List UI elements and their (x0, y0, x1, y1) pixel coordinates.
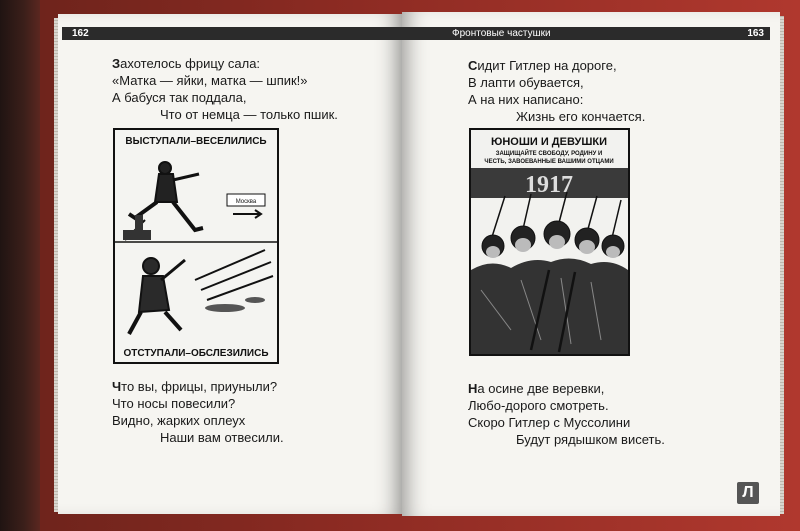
stanza-line: Что от немца — только пшик. (160, 107, 338, 122)
stanza-line: Что носы повесили? (112, 396, 236, 411)
table-shadow (0, 0, 40, 531)
left-poster (113, 128, 279, 364)
poster-top-caption: ВЫСТУПАЛИ–ВЕСЕЛИЛИСЬ (125, 136, 267, 147)
drop-letter: Ч (112, 379, 122, 394)
page-number-right: 163 (747, 28, 764, 39)
stanza-line: «Матка — яйки, матка — шпик!» (112, 73, 308, 88)
left-stanza-1 (112, 55, 338, 123)
drop-letter: З (112, 56, 121, 71)
poster-subline-1: ЗАЩИЩАЙТЕ СВОБОДУ, РОДИНУ И (495, 151, 603, 157)
running-title: Фронтовые частушки (452, 28, 551, 39)
watermark-logo: Л (737, 482, 759, 504)
stanza-line: Захотелось фрицу сала: (112, 56, 261, 71)
stanza-line: Любо-дорого смотреть. (468, 398, 609, 413)
left-page-header (62, 27, 402, 40)
poster-bottom-caption: ОТСТУПАЛИ–ОБСЛЕЗИЛИСЬ (123, 348, 269, 359)
poster-year: 1917 (525, 172, 573, 198)
stanza-line: Что вы, фрицы, приуныли? (112, 379, 278, 394)
stanza-line: Видно, жарких оплеух (112, 413, 246, 428)
right-page-header (402, 27, 770, 40)
poster-sign: Mocква (235, 199, 257, 205)
stanza-line: Сидит Гитлер на дороге, (468, 58, 617, 73)
stanza-line: А на них написано: (468, 92, 584, 107)
stanza-line: Жизнь его кончается. (516, 109, 646, 124)
stanza-line: В лапти обувается, (468, 75, 584, 90)
drop-letter: Н (468, 381, 478, 396)
poster-subline-2: ЧЕСТЬ, ЗАВОЕВАННЫЕ ВАШИМИ ОТЦАМИ (484, 159, 614, 165)
stanza-line: Будут рядышком висеть. (516, 432, 665, 447)
stanza-line: Наши вам отвесили. (160, 430, 284, 445)
right-stanza-2 (468, 380, 665, 448)
right-stanza-1 (468, 57, 645, 125)
stanza-line: Скоро Гитлер с Муссолини (468, 415, 631, 430)
poster-illustration (471, 130, 628, 354)
page-number-left: 162 (72, 28, 89, 39)
poster-illustration (115, 130, 277, 362)
stanza-line: А бабуся так поддала, (112, 90, 247, 105)
stanza-line: На осине две веревки, (468, 381, 605, 396)
right-poster (469, 128, 630, 356)
drop-letter: С (468, 58, 478, 73)
poster-headline: ЮНОШИ И ДЕВУШКИ (490, 136, 608, 148)
left-stanza-2 (112, 378, 284, 446)
